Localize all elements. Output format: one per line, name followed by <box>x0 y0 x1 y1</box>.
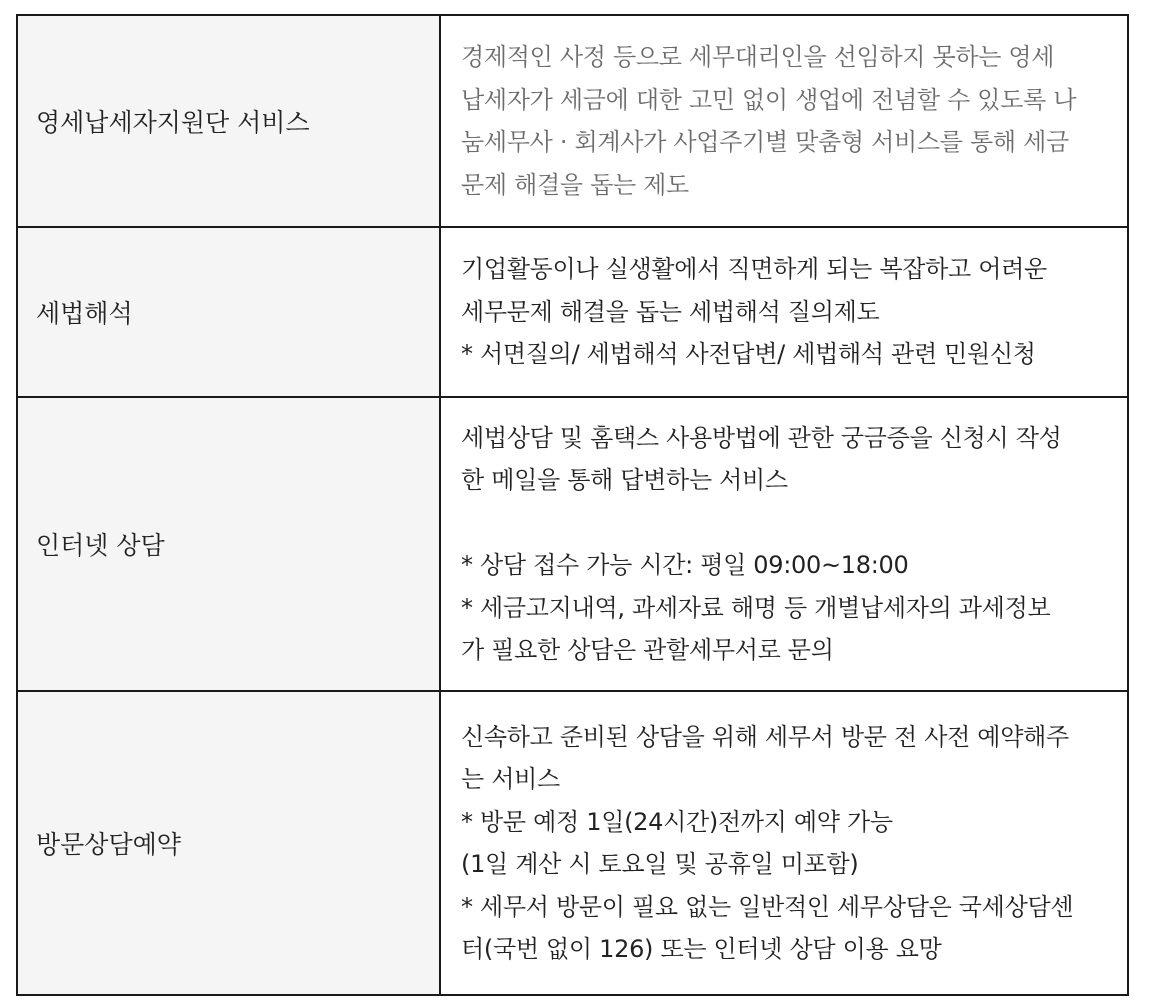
service-table <box>16 14 1129 996</box>
table-row-small-taxpayer-support <box>17 15 1128 227</box>
description-line: 한 메일을 통해 답변하는 서비스 <box>461 466 788 494</box>
description-line: 세법상담 및 홈택스 사용방법에 관한 궁금증을 신청시 작성 <box>461 423 1062 452</box>
description-note: * 세무서 방문이 필요 없는 일반적인 세무상담은 국세상담센 <box>461 892 1074 921</box>
service-name: 방문상담예약 <box>36 830 181 859</box>
description-line: 신속하고 준비된 상담을 위해 세무서 방문 전 사전 예약해주 <box>461 722 1069 751</box>
service-description-cell <box>440 397 1128 691</box>
service-name-cell <box>17 691 440 995</box>
description-line: 눔세무사 · 회계사가 사업주기별 맞춤형 서비스를 통해 세금 <box>461 128 1069 156</box>
description-note: * 방문 예정 1일(24시간)전까지 예약 가능 <box>461 807 893 836</box>
description-note: * 세금고지내역, 과세자료 해명 등 개별납세자의 과세정보 <box>461 593 1051 622</box>
description-note: * 서면질의/ 세법해석 사전답변/ 세법해석 관련 민원신청 <box>461 340 1036 369</box>
service-description-cell <box>440 691 1128 995</box>
table-row-visit-consultation-reservation <box>17 691 1128 995</box>
table-row-internet-consultation <box>17 397 1128 691</box>
description-note: * 상담 접수 가능 시간: 평일 09:00~18:00 <box>461 551 909 579</box>
description-line: 는 서비스 <box>461 765 560 793</box>
service-name: 세법해석 <box>36 299 133 328</box>
paragraph-spacer <box>461 502 1111 545</box>
description-line: 납세자가 세금에 대한 고민 없이 생업에 전념할 수 있도록 나 <box>461 85 1077 114</box>
description-line: 세무문제 해결을 돕는 세법해석 질의제도 <box>461 297 880 326</box>
service-name-cell <box>17 397 440 691</box>
service-description-cell <box>440 227 1128 397</box>
service-name-cell <box>17 15 440 227</box>
description-line: 경제적인 사정 등으로 세무대리인을 선임하지 못하는 영세 <box>461 43 1055 71</box>
description-note: 터(국번 없이 126) 또는 인터넷 상담 이용 요망 <box>461 935 942 963</box>
service-description-cell <box>440 15 1128 227</box>
service-name-cell <box>17 227 440 397</box>
table-row-tax-law-interpretation <box>17 227 1128 397</box>
description-line: 문제 해결을 돕는 제도 <box>461 170 689 199</box>
description-line: 기업활동이나 실생활에서 직면하게 되는 복잡하고 어려운 <box>461 255 1047 284</box>
description-note: 가 필요한 상담은 관할세무서로 문의 <box>461 636 834 664</box>
service-table-container <box>16 14 1129 996</box>
service-name: 영세납세자지원단 서비스 <box>36 108 310 137</box>
description-note: (1일 계산 시 토요일 및 공휴일 미포함) <box>461 850 859 878</box>
service-name: 인터넷 상담 <box>36 531 165 560</box>
